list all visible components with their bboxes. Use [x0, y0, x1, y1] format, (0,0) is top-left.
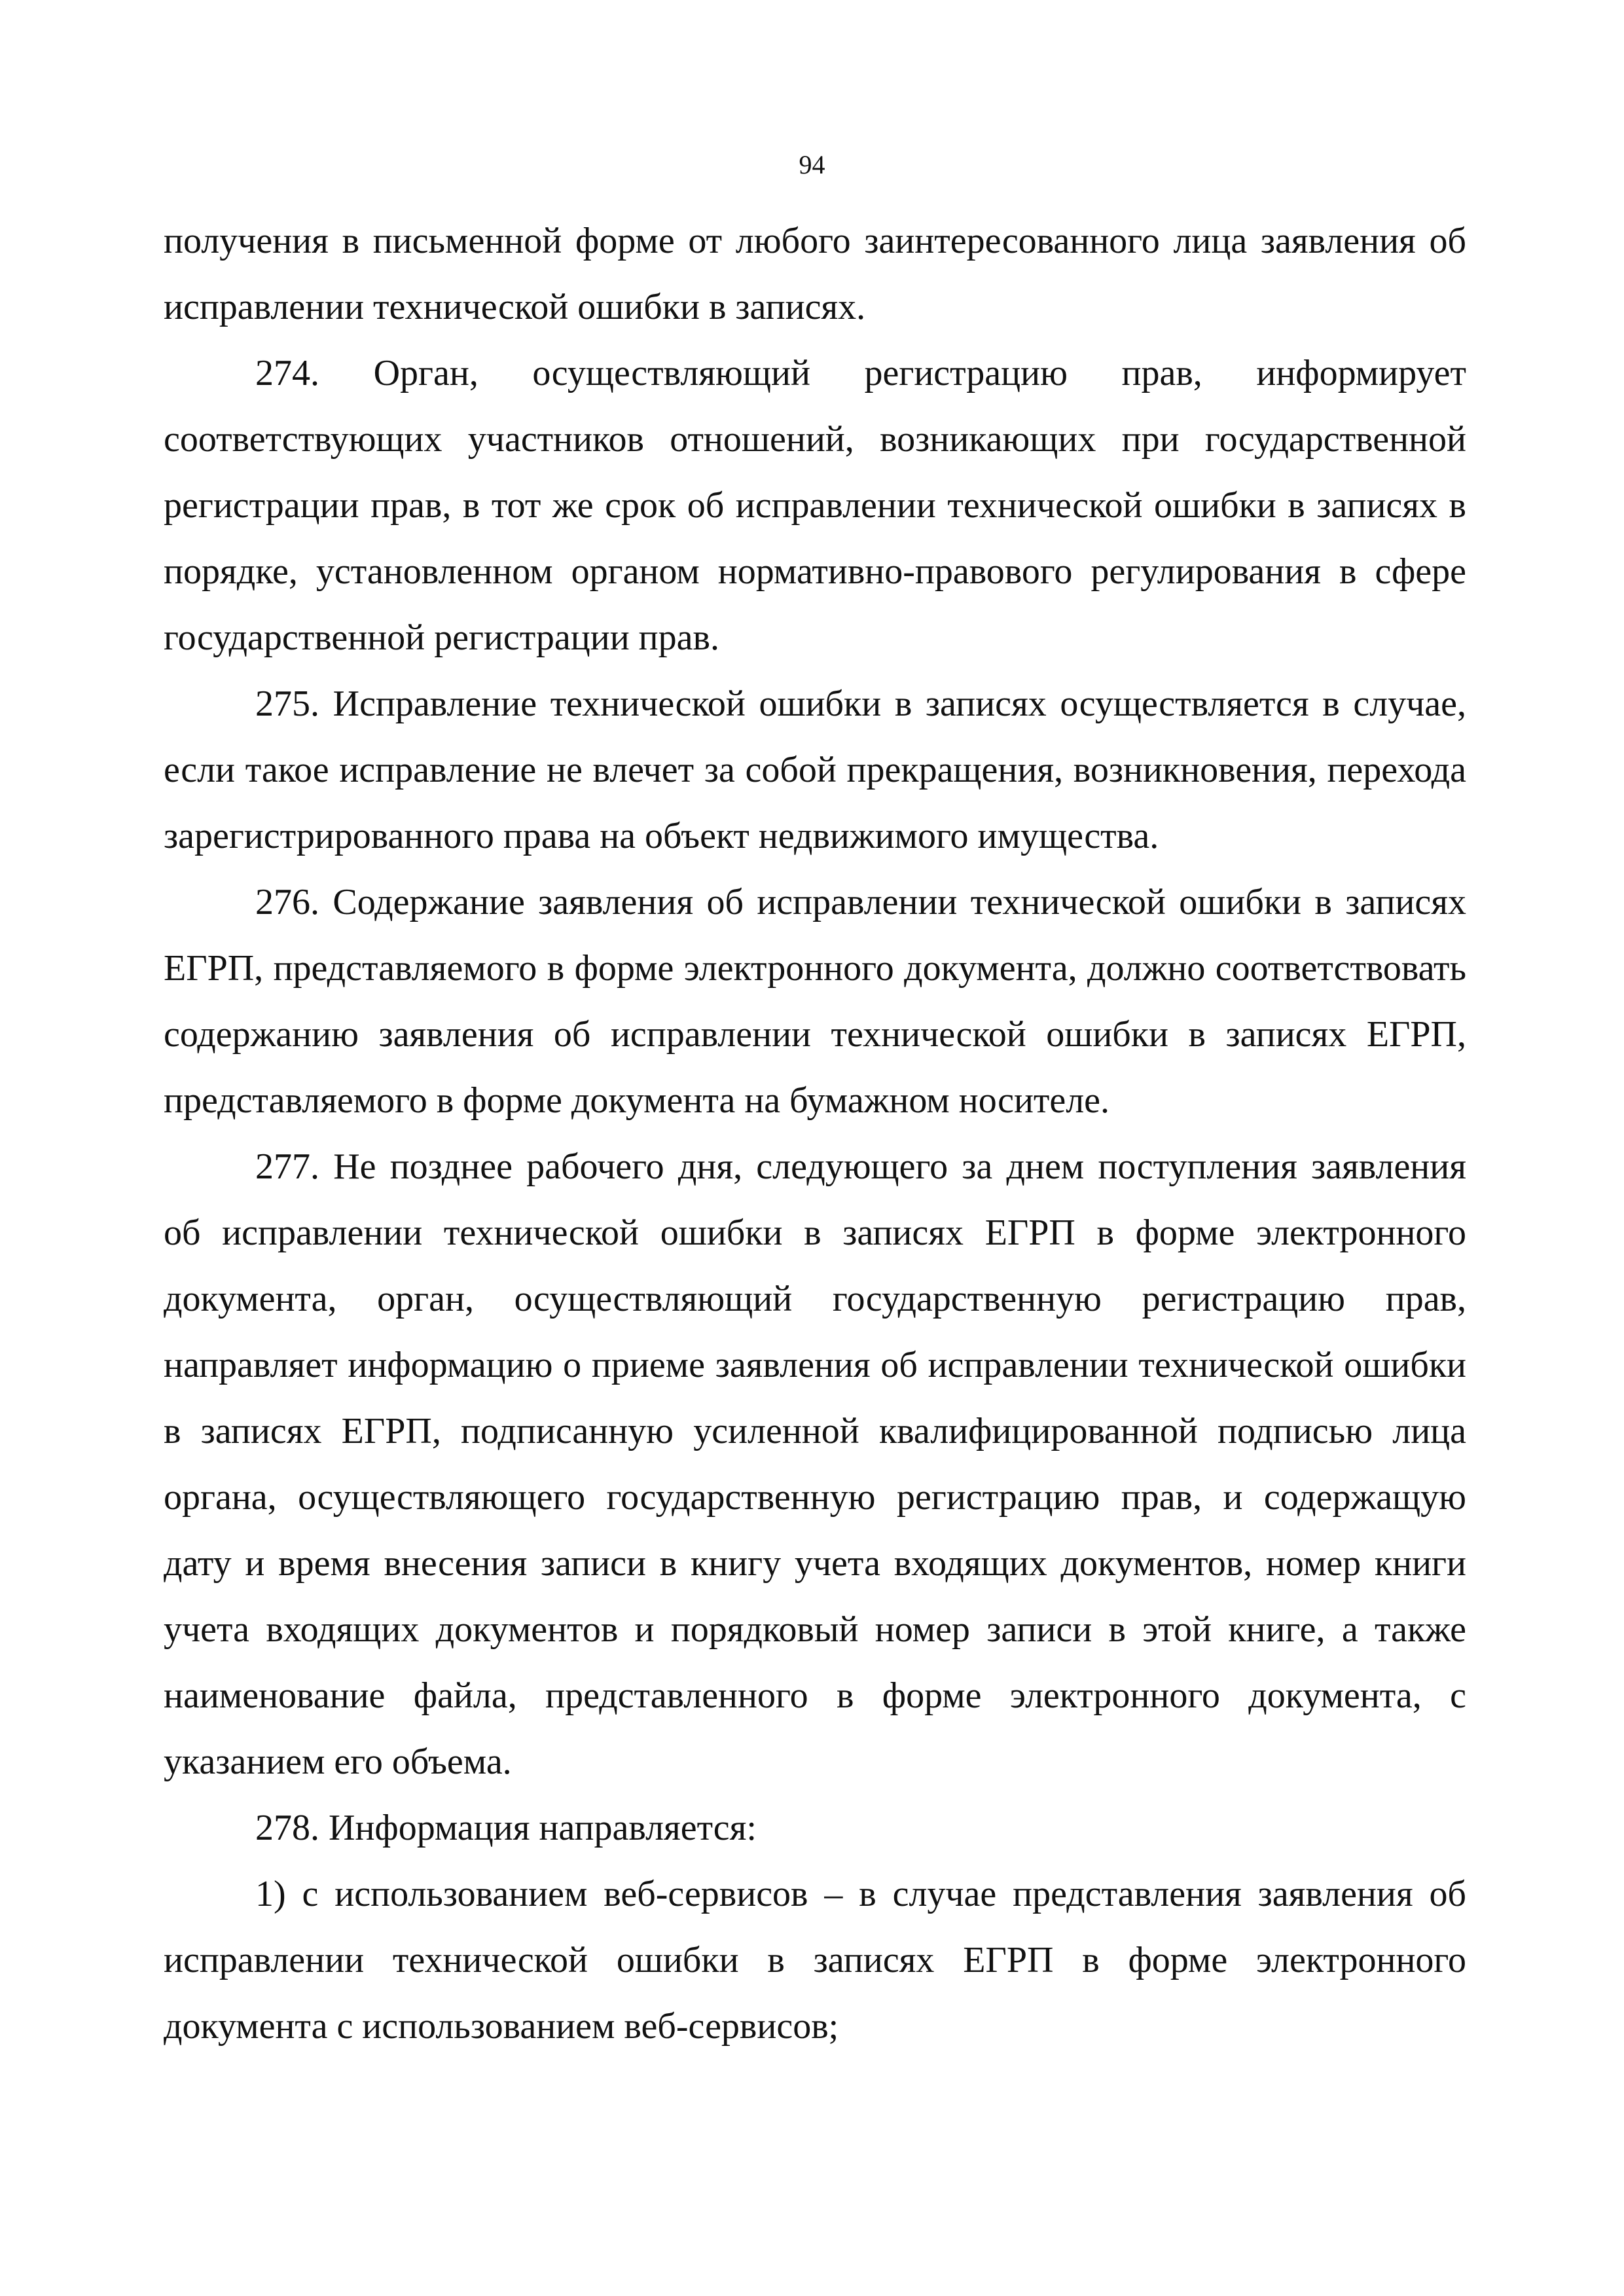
page-number: 94	[799, 150, 825, 179]
paragraph-275: 275. Исправление технической ошибки в записях осуществляется в случае, если такое исправление не влечет за собой прекращения, возникновения, перехода зарегистрированного права на объект недвижимого имущества.	[164, 683, 1466, 856]
paragraph-278: 278. Информация направляется:	[255, 1808, 757, 1848]
paragraph-278-item-1: 1) с использованием веб-сервисов – в случае представления заявления об исправлении технической ошибки в записях ЕГРП в форме электронного документа с использованием веб-сервисов;	[164, 1874, 1466, 2047]
paragraph-continuation: получения в письменной форме от любого заинтересованного лица заявления об исправлении технической ошибки в записях.	[164, 221, 1466, 327]
document-body	[164, 208, 1466, 2060]
paragraph-277: 277. Не позднее рабочего дня, следующего за днем поступления заявления об исправлении технической ошибки в записях ЕГРП в форме электронного документа, орган, осуществляющий государственную регистрацию прав, направляет информацию о приеме заявления об исправлении технической ошибки в записях ЕГРП, подписанную усиленной квалифицированной подписью лица органа, осуществляющего государственную регистрацию прав, и содержащую дату и время внесения записи в книгу учета входящих документов, номер книги учета входящих документов и порядковый номер записи в этой книге, а также наименование файла, представленного в форме электронного документа, с указанием его объема.	[164, 1146, 1466, 1782]
paragraph-276: 276. Содержание заявления об исправлении технической ошибки в записях ЕГРП, представляемого в форме электронного документа, должно соответствовать содержанию заявления об исправлении технической ошибки в записях ЕГРП, представляемого в форме документа на бумажном носителе.	[164, 882, 1466, 1121]
paragraph-274: 274. Орган, осуществляющий регистрацию прав, информирует соответствующих участников отношений, возникающих при государственной регистрации прав, в тот же срок об исправлении технической ошибки в записях в порядке, установленном органом нормативно-правового регулирования в сфере государственной регистрации прав.	[164, 353, 1466, 658]
